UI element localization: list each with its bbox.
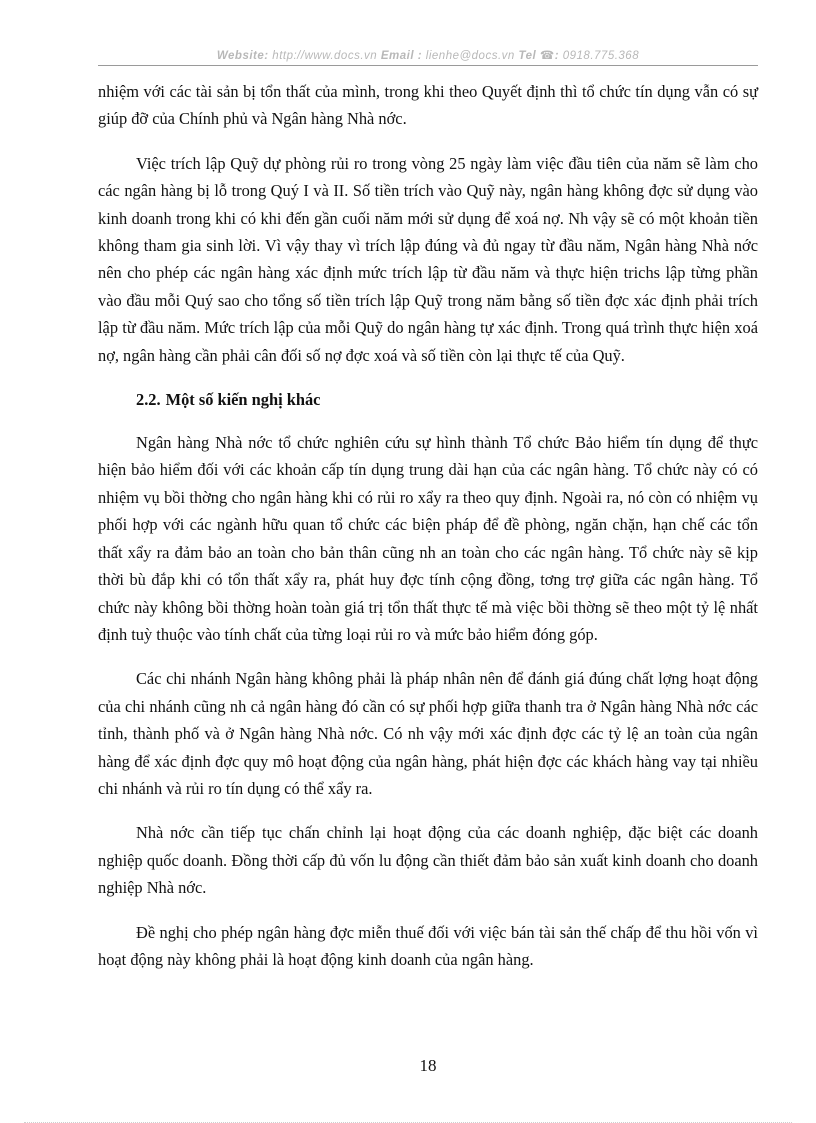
section-number: 2.2. xyxy=(136,390,161,410)
email-value[interactable]: lienhe@docs.vn xyxy=(425,50,515,62)
body-paragraph: nhiệm với các tài sản bị tổn thất của mình, trong khi theo Quyết định thì tổ chức tín dụng vẫn có sự giúp đỡ của Chính phủ và Ngân hàng Nhà nớc. xyxy=(98,82,758,129)
website-url[interactable]: http://www.docs.vn xyxy=(272,50,378,62)
body-paragraph: Việc trích lập Quỹ dự phòng rủi ro trong vòng 25 ngày làm việc đầu tiên của năm sẽ làm cho các ngân hàng bị lỗ trong Quý I và II. Số tiền trích vào Quỹ này, ngân hàng không đợc sử dụng vào kinh doanh trong khi có khi đến gần cuối năm mới sử dụng để xoá nợ. Nh vậy sẽ có một khoản tiền không tham gia sinh lời. Vì vậy thay vì trích lập đúng và đủ ngay từ đầu năm, Ngân hàng Nhà nớc nên cho phép các ngân hàng xác định mức trích lập từ đầu năm và thực hiện trichs lập từng phần vào đầu mỗi Quý sao cho tổng số tiền trích lập Quỹ trong năm bằng số tiền đợc xác định phải trích lập từ đầu năm. Mức trích lập của mỗi Quỹ do ngân hàng tự xác định. Trong quá trình thực hiện xoá nợ, ngân hàng cần phải cân đối số nợ đợc xoá và số tiền còn lại thực tế của Quỹ. xyxy=(98,153,758,365)
page-header xyxy=(98,48,758,66)
body-paragraph: Đề nghị cho phép ngân hàng đợc miễn thuế đối với việc bán tài sản thế chấp để thu hồi vốn vì hoạt động này không phải là hoạt động kinh doanh của ngân hàng. xyxy=(98,922,758,969)
document-body xyxy=(98,78,758,990)
section-heading xyxy=(98,386,758,413)
body-paragraph: Các chi nhánh Ngân hàng không phải là pháp nhân nên để đánh giá đúng chất lợng hoạt động của chi nhánh cũng nh cả ngân hàng đó cần có sự phối hợp giữa thanh tra ở Ngân hàng Nhà nớc các tỉnh, thành phố và ở Ngân hàng Nhà nớc. Có nh vậy mới xác định đợc các tỷ lệ an toàn của ngân hàng để xác định đợc quy mô hoạt động của ngân hàng, phát hiện đợc các khách hàng vay tại nhiều chi nhánh và rủi ro tín dụng có thể xẩy ra. xyxy=(98,669,758,798)
email-label: Email : xyxy=(380,50,423,62)
tel-value: 0918.775.368 xyxy=(562,50,640,62)
section-title: Một số kiến nghị khác xyxy=(165,390,321,410)
body-paragraph: Nhà nớc cần tiếp tục chấn chỉnh lại hoạt động của các doanh nghiệp, đặc biệt các doanh nghiệp quốc doanh. Đồng thời cấp đủ vốn lu động cần thiết đảm bảo sản xuất kinh doanh cho doanh nghiệp Nhà nớc. xyxy=(98,823,758,898)
tel-label: Tel ☎: xyxy=(518,50,560,62)
website-label: Website: xyxy=(216,50,269,62)
body-paragraph: Ngân hàng Nhà nớc tổ chức nghiên cứu sự hình thành Tổ chức Bảo hiểm tín dụng để thực hiện bảo hiểm đối với các khoản cấp tín dụng trung dài hạn của các ngân hàng. Tổ chức này có có nhiệm vụ bồi thờng cho ngân hàng khi có rủi ro xẩy ra theo quy định. Ngoài ra, nó còn có nhiệm vụ phối hợp với các ngành hữu quan tổ chức các biện pháp để đề phòng, ngăn chặn, hạn chế các tổn thất xẩy ra đảm bảo an toàn cho bản thân cũng nh an toàn cho các ngân hàng. Tổ chức này sẽ kịp thời bù đắp khi có tổn thất xẩy ra, phát huy đợc tính cộng đồng, tơng trợ giữa các ngân hàng. Tổ chức này không bồi thờng hoàn toàn giá trị tổn thất thực tế mà việc bồi thờng sẽ theo một tỷ lệ nhất định tuỳ thuộc vào tính chất của từng loại rủi ro và mức bảo hiểm đóng góp. xyxy=(98,433,758,644)
page-number: 18 xyxy=(419,1056,437,1075)
